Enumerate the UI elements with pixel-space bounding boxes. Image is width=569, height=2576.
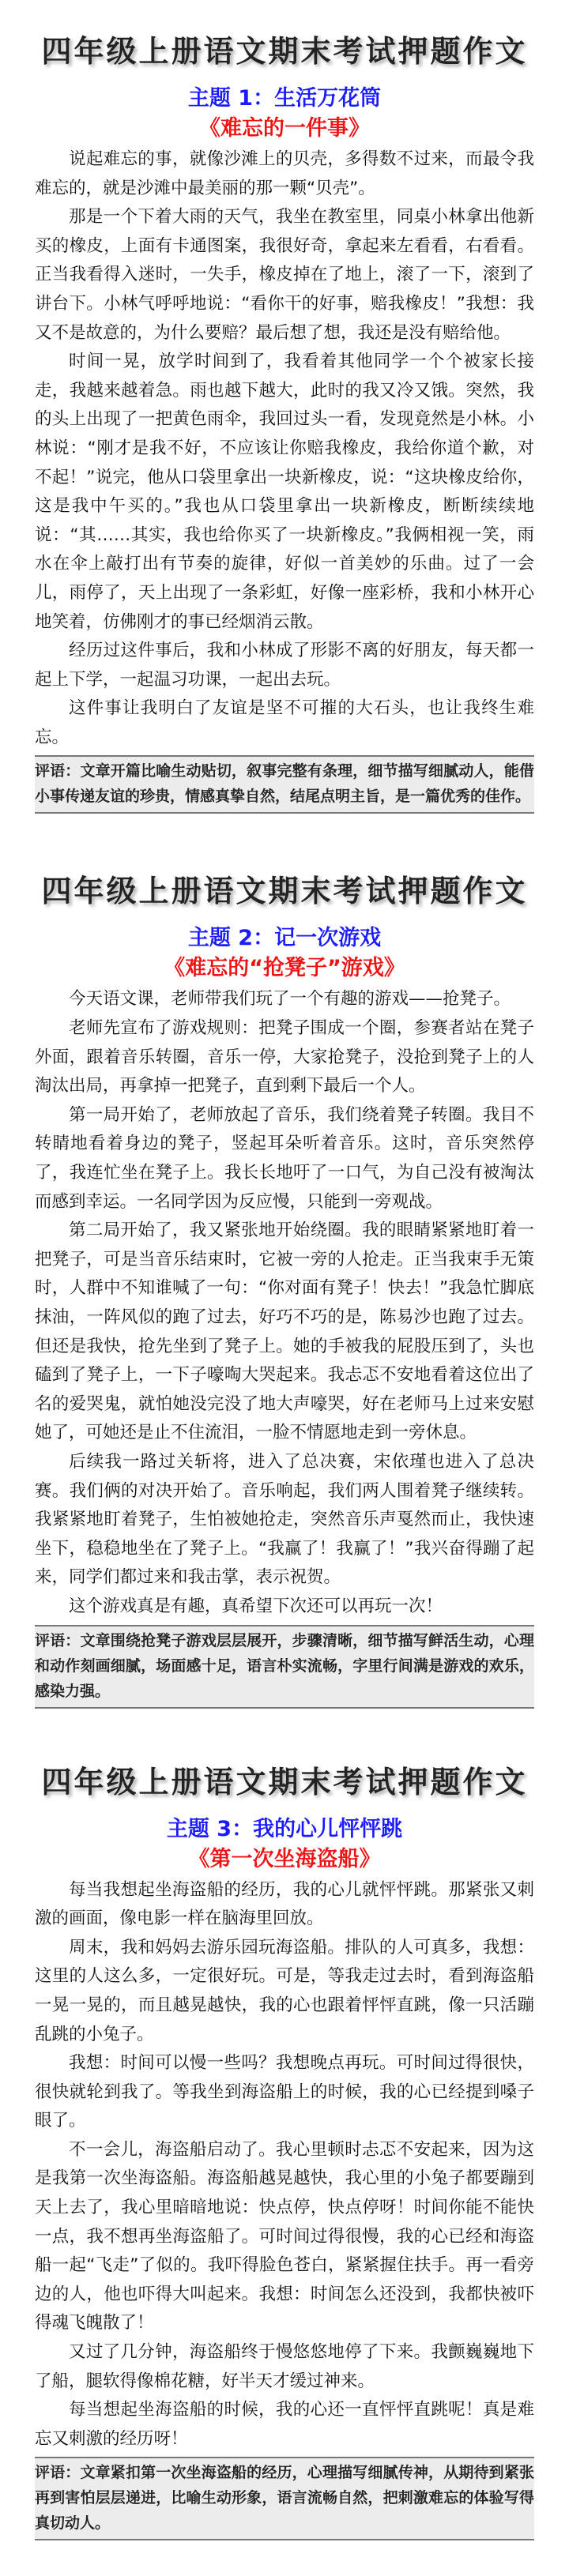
essay-title: 《难忘的一件事》 bbox=[199, 116, 370, 141]
essay-paragraph: 经历过这件事后，我和小林成了形影不离的好朋友，每天都一起上下学，一起温习功课，一起出去玩。 bbox=[35, 641, 534, 690]
essay-paragraph: 周末，我和妈妈去游乐园玩海盗船。排队的人可真多，我想：这里的人这么多，一定很好玩。可是，等我走过去时，看到海盗船一晃一晃的，而且越晃越快，我的心也跟着怦怦直跳，像一只活蹦乱跳的小兔子。 bbox=[35, 1937, 534, 2044]
essay-body bbox=[35, 1876, 534, 2454]
essay-section bbox=[0, 1709, 569, 2541]
essay-body bbox=[35, 145, 534, 752]
topic-heading: 主题 1：生活万花筒 bbox=[187, 86, 382, 111]
page-title: 四年级上册语文期末考试押题作文 bbox=[41, 1764, 528, 1799]
essay-section bbox=[0, 814, 569, 1708]
essay-paragraph: 不一会儿，海盗船启动了。我心里顿时忐忑不安起来，因为这是我第一次坐海盗船。海盗船越晃越快，我心里的小兔子都要蹦到天上去了，我心里暗暗地说：快点停，快点停呀！时间你能不能快一点，我不想再坐海盗船了。可时间过得很慢，我的心已经和海盗船一起“飞走”了似的。我吓得脸色苍白，紧紧握住扶手。再一看旁边的人，他也吓得大叫起来。我想：时间怎么还没到，我都快被吓得魂飞魄散了！ bbox=[35, 2139, 534, 2333]
topic-heading: 主题 2：记一次游戏 bbox=[187, 926, 382, 951]
essay-body bbox=[35, 985, 534, 1621]
essay-paragraph: 时间一晃，放学时间到了，我看着其他同学一个个被家长接走，我越来越着急。雨也越下越大，此时的我又冷又饿。突然，我的头上出现了一把黄色雨伞，我回过头一看，发现竟然是小林。小林说：“刚才是我不好，不应该让你赔我橡皮，我给你道个歉，对不起！”说完，他从口袋里拿出一块新橡皮，说：“这块橡皮给你，这是我中午买的。”我也从口袋里拿出一块新橡皮，断断续续地说：“其……其实，我也给你买了一块新橡皮。”我俩相视一笑，雨水在伞上敲打出有节奏的旋律，好似一首美妙的乐曲。过了一会儿，雨停了，天上出现了一条彩虹，好像一座彩桥，我和小林开心地笑着，仿佛刚才的事已经烟消云散。 bbox=[35, 352, 534, 632]
essay-title: 《第一次坐海盗船》 bbox=[188, 1846, 381, 1871]
essay-title: 《难忘的“抢凳子”游戏》 bbox=[164, 956, 405, 981]
bottom-spacer bbox=[0, 2540, 569, 2576]
comment-box: 评语：文章紧扣第一次坐海盗船的经历，心理描写细腻传神，从期待到紧张再到害怕层层递进，比喻生动形象，语言流畅自然，把刺激难忘的体验写得真切动人。 bbox=[35, 2457, 534, 2540]
essay-paragraph: 又过了几分钟，海盗船终于慢悠悠地停了下来。我颤巍巍地下了船，腿软得像棉花糖，好半天才缓过神来。 bbox=[35, 2342, 534, 2391]
essay-paragraph: 后续我一路过关斩将，进入了总决赛，宋依瑾也进入了总决赛。我们俩的对决开始了。音乐响起，我们两人围着凳子继续转。我紧紧地盯着凳子，生怕被她抢走，突然音乐声戛然而止，我快速坐下，稳稳地坐在了凳子上。“我赢了！我赢了！”我兴奋得蹦了起来，同学们都过来和我击掌，表示祝贺。 bbox=[35, 1451, 534, 1588]
comment-box: 评语：文章围绕抢凳子游戏层层展开，步骤清晰，细节描写鲜活生动，心理和动作刻画细腻，场面感十足，语言朴实流畅，字里行间满是游戏的欢乐，感染力强。 bbox=[35, 1625, 534, 1709]
essay-paragraph: 老师先宣布了游戏规则：把凳子围成一个圈，参赛者站在凳子外面，跟着音乐转圈，音乐一停，大家抢凳子，没抢到凳子上的人淘汰出局，再拿掉一把凳子，直到剩下最后一个人。 bbox=[35, 1018, 534, 1096]
essay-paragraph: 那是一个下着大雨的天气，我坐在教室里，同桌小林拿出他新买的橡皮，上面有卡通图案，我很好奇，拿起来左看看，右看看。正当我看得入迷时，一失手，橡皮掉在了地上，滚了一下，滚到了讲台下。小林气呼呼地说：“看你干的好事，赔我橡皮！”我想：我又不是故意的，为什么要赔？最后想了想，我还是没有赔给他。 bbox=[35, 207, 534, 343]
essay-paragraph: 这个游戏真是有趣，真希望下次还可以再玩一次！ bbox=[69, 1596, 443, 1616]
topic-heading: 主题 3：我的心儿怦怦跳 bbox=[166, 1816, 403, 1841]
essay-paragraph: 今天语文课，老师带我们玩了一个有趣的游戏——抢凳子。 bbox=[69, 989, 511, 1010]
page-title: 四年级上册语文期末考试押题作文 bbox=[41, 874, 528, 909]
essay-paragraph: 我想：时间可以慢一些吗？我想晚点再玩。可时间过得很快，很快就轮到我了。等我坐到海盗船上的时候，我的心已经提到嗓子眼了。 bbox=[35, 2053, 534, 2131]
essay-paragraph: 这件事让我明白了友谊是坚不可摧的大石头，也让我终生难忘。 bbox=[35, 698, 534, 747]
comment-box: 评语：文章开篇比喻生动贴切，叙事完整有条理，细节描写细腻动人，能借小事传递友谊的珍贵，情感真挚自然，结尾点明主旨，是一篇优秀的佳作。 bbox=[35, 755, 534, 814]
essay-paragraph: 每当我想起坐海盗船的经历，我的心儿就怦怦跳。那紧张又刺激的画面，像电影一样在脑海里回放。 bbox=[35, 1879, 534, 1929]
essay-paragraph: 每当想起坐海盗船的时候，我的心还一直怦怦直跳呢！真是难忘又刺激的经历呀！ bbox=[35, 2400, 534, 2449]
essay-paragraph: 第二局开始了，我又紧张地开始绕圈。我的眼睛紧紧地盯着一把凳子，可是当音乐结束时，它被一旁的人抢走。正当我束手无策时，人群中不知谁喊了一句：“你对面有凳子！快去！”我急忙脚底抹油，一阵风似的跑了过去，好巧不巧的是，陈易沙也跑了过去。但还是我快，抢先坐到了凳子上。她的手被我的屁股压到了，头也磕到了凳子上，一下子嚎啕大哭起来。我忐忑不安地看着这位出了名的爱哭鬼，就怕她没完没了地大声嚎哭，好在老师马上过来安慰她了，可她还是止不住流泪，一脸不情愿地走到一旁休息。 bbox=[35, 1220, 534, 1443]
page-title: 四年级上册语文期末考试押题作文 bbox=[41, 34, 528, 69]
essay-paragraph: 第一局开始了，老师放起了音乐，我们绕着凳子转圈。我目不转睛地看着身边的凳子，竖起耳朵听着音乐。这时，音乐突然停了，我连忙坐在凳子上。我长长地吁了一口气，为自己没有被淘汰而感到幸运。一名同学因为反应慢，只能到一旁观战。 bbox=[35, 1104, 534, 1212]
essay-section bbox=[0, 0, 569, 814]
essay-paragraph: 说起难忘的事，就像沙滩上的贝壳，多得数不过来，而最令我难忘的，就是沙滩中最美丽的那一颗“贝壳”。 bbox=[35, 149, 534, 198]
